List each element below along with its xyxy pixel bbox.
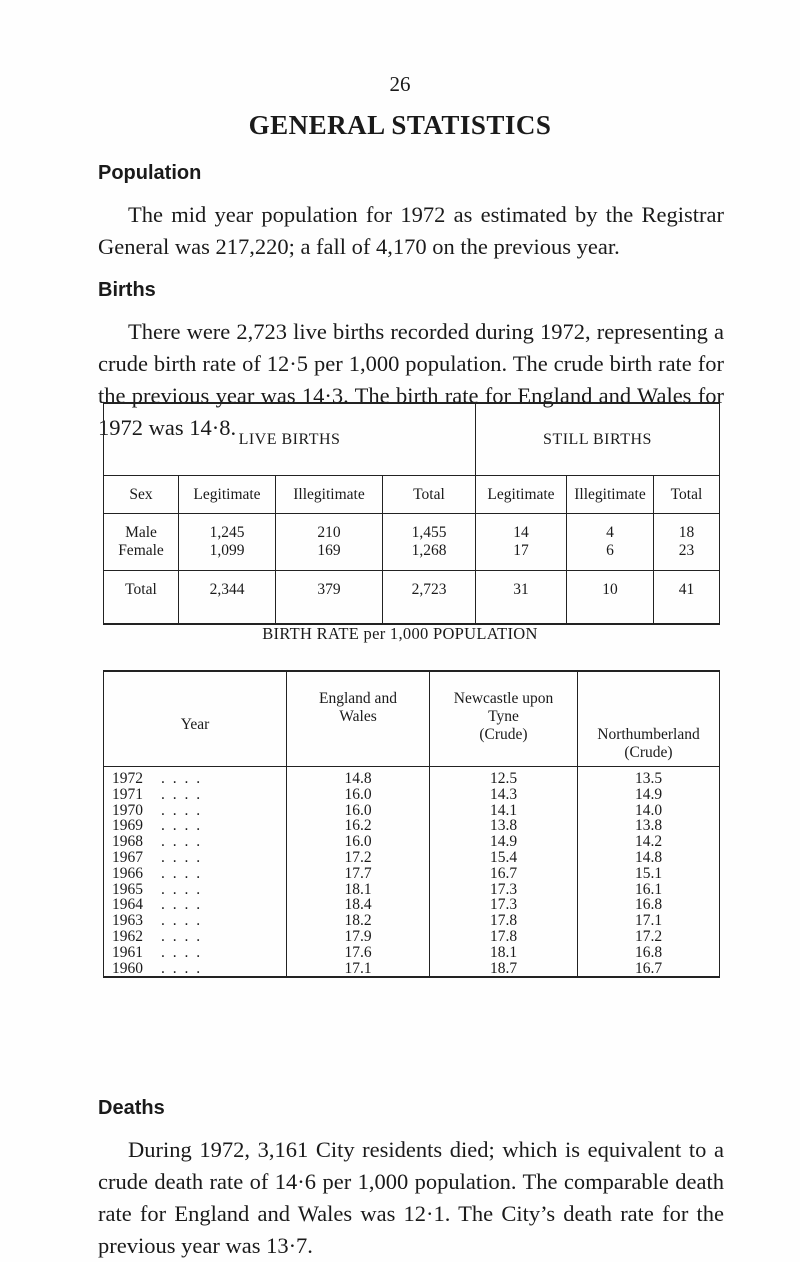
england-wales-cell: 17.1: [287, 961, 430, 978]
live-total-cell: 1,455 1,268: [383, 514, 476, 571]
england-wales-cell: 14.8: [287, 767, 430, 787]
births-heading: Births: [98, 279, 156, 301]
northumberland-cell: 14.2: [578, 834, 720, 850]
england-wales-cell: 16.0: [287, 834, 430, 850]
total-row: [104, 571, 720, 625]
year-cell: 1972 . . . .: [104, 767, 287, 787]
england-wales-cell: 17.6: [287, 945, 430, 961]
still-illegitimate-cell: 4 6: [567, 514, 654, 571]
year-cell: 1963 . . . .: [104, 913, 287, 929]
northumberland-cell: 13.8: [578, 818, 720, 834]
col-england-wales: England and Wales: [287, 671, 430, 767]
england-wales-cell: 16.0: [287, 787, 430, 803]
northumberland-cell: 17.2: [578, 929, 720, 945]
england-wales-cell: 17.7: [287, 866, 430, 882]
total-label: Total: [104, 571, 179, 625]
newcastle-cell: 14.1: [430, 803, 578, 819]
col-still-legitimate: Legitimate: [476, 476, 567, 514]
live-legitimate-cell: 1,245 1,099: [179, 514, 276, 571]
table-row: [104, 961, 720, 978]
deaths-heading: Deaths: [98, 1097, 165, 1119]
newcastle-cell: 17.3: [430, 882, 578, 898]
sex-cell: Male Female: [104, 514, 179, 571]
live-births-header: LIVE BIRTHS: [104, 403, 476, 476]
year-cell: 1968 . . . .: [104, 834, 287, 850]
dot-leader: . . . .: [161, 801, 203, 819]
dot-leader: . . . .: [161, 770, 203, 787]
northumberland-cell: 13.5: [578, 767, 720, 787]
col-live-total: Total: [383, 476, 476, 514]
population-paragraph: The mid year population for 1972 as estimated by the Registrar General was 217,220; a fall of 4,170 on the previous year.: [98, 202, 724, 259]
year-cell: 1966 . . . .: [104, 866, 287, 882]
total-live-legitimate: 2,344: [179, 571, 276, 625]
dot-leader: . . . .: [161, 912, 203, 930]
page-number: 26: [389, 72, 411, 96]
northumberland-cell: 16.8: [578, 945, 720, 961]
northumberland-cell: 15.1: [578, 866, 720, 882]
still-births-header: STILL BIRTHS: [476, 403, 720, 476]
england-wales-cell: 17.9: [287, 929, 430, 945]
table-row: [104, 945, 720, 961]
births-paragraph: There were 2,723 live births recorded during 1972, representing a crude birth rate of 12·5 per 1,000 population. The crude birth rate for the previous year was 14·3. The birth rate for England and Wales for 1972 was 14·8.: [98, 319, 724, 440]
deaths-paragraph: During 1972, 3,161 City residents died; which is equivalent to a crude death rate of 14·6 per 1,000 population. The comparable death rate for England and Wales was 12·1. The City’s death rate for the previous year was 13·7.: [98, 1137, 724, 1258]
table-row: [104, 767, 720, 787]
birth-rate-caption: BIRTH RATE per 1,000 POPULATION: [262, 624, 538, 643]
col-northumberland: Northumberland (Crude): [578, 671, 720, 767]
dot-leader: . . . .: [161, 943, 203, 961]
dot-leader: . . . .: [161, 848, 203, 866]
dot-leader: . . . .: [161, 927, 203, 945]
england-wales-cell: 17.2: [287, 850, 430, 866]
still-legitimate-cell: 14 17: [476, 514, 567, 571]
northumberland-cell: 14.8: [578, 850, 720, 866]
birth-rate-table: [103, 670, 720, 978]
newcastle-cell: 17.8: [430, 913, 578, 929]
northumberland-cell: 14.9: [578, 787, 720, 803]
northumberland-cell: 17.1: [578, 913, 720, 929]
table-row: [104, 850, 720, 866]
page-title: GENERAL STATISTICS: [248, 110, 552, 140]
births-column-headers: [104, 476, 720, 514]
table-row: [104, 929, 720, 945]
year-cell: 1960 . . . .: [104, 961, 287, 978]
newcastle-cell: 13.8: [430, 818, 578, 834]
dot-leader: . . . .: [161, 785, 203, 803]
col-live-legitimate: Legitimate: [179, 476, 276, 514]
newcastle-cell: 16.7: [430, 866, 578, 882]
dot-leader: . . . .: [161, 833, 203, 851]
dot-leader: . . . .: [161, 864, 203, 882]
still-total-cell: 18 23: [654, 514, 720, 571]
year-cell: 1962 . . . .: [104, 929, 287, 945]
total-still-illegitimate: 10: [567, 571, 654, 625]
table-row: [104, 787, 720, 803]
northumberland-cell: 16.7: [578, 961, 720, 978]
col-year: Year: [104, 671, 287, 767]
col-live-illegitimate: Illegitimate: [276, 476, 383, 514]
live-illegitimate-cell: 210 169: [276, 514, 383, 571]
newcastle-cell: 14.3: [430, 787, 578, 803]
england-wales-cell: 18.4: [287, 897, 430, 913]
col-sex: Sex: [104, 476, 179, 514]
newcastle-cell: 17.3: [430, 897, 578, 913]
newcastle-cell: 14.9: [430, 834, 578, 850]
dot-leader: . . . .: [161, 959, 203, 977]
table-row: [104, 834, 720, 850]
year-cell: 1969 . . . .: [104, 818, 287, 834]
total-still-legitimate: 31: [476, 571, 567, 625]
northumberland-cell: 16.8: [578, 897, 720, 913]
newcastle-cell: 18.7: [430, 961, 578, 978]
northumberland-cell: 14.0: [578, 803, 720, 819]
table-row: [104, 514, 720, 571]
newcastle-cell: 15.4: [430, 850, 578, 866]
year-cell: 1967 . . . .: [104, 850, 287, 866]
dot-leader: . . . .: [161, 880, 203, 898]
newcastle-cell: 17.8: [430, 929, 578, 945]
table-row: [104, 913, 720, 929]
dot-leader: . . . .: [161, 896, 203, 914]
total-live-illegitimate: 379: [276, 571, 383, 625]
northumberland-cell: 16.1: [578, 882, 720, 898]
newcastle-cell: 18.1: [430, 945, 578, 961]
year-cell: 1971 . . . .: [104, 787, 287, 803]
year-cell: 1961 . . . .: [104, 945, 287, 961]
table-row: [104, 803, 720, 819]
table-row: [104, 818, 720, 834]
newcastle-cell: 12.5: [430, 767, 578, 787]
england-wales-cell: 18.2: [287, 913, 430, 929]
col-newcastle: Newcastle upon Tyne (Crude): [430, 671, 578, 767]
col-still-total: Total: [654, 476, 720, 514]
year-cell: 1964 . . . .: [104, 897, 287, 913]
year-cell: 1965 . . . .: [104, 882, 287, 898]
total-still-total: 41: [654, 571, 720, 625]
total-live-total: 2,723: [383, 571, 476, 625]
dot-leader: . . . .: [161, 817, 203, 835]
england-wales-cell: 16.2: [287, 818, 430, 834]
population-heading: Population: [98, 162, 202, 184]
table-row: [104, 882, 720, 898]
col-still-illegitimate: Illegitimate: [567, 476, 654, 514]
table-row: [104, 866, 720, 882]
year-cell: 1970 . . . .: [104, 803, 287, 819]
england-wales-cell: 18.1: [287, 882, 430, 898]
births-table: [103, 402, 720, 625]
table-row: [104, 897, 720, 913]
england-wales-cell: 16.0: [287, 803, 430, 819]
